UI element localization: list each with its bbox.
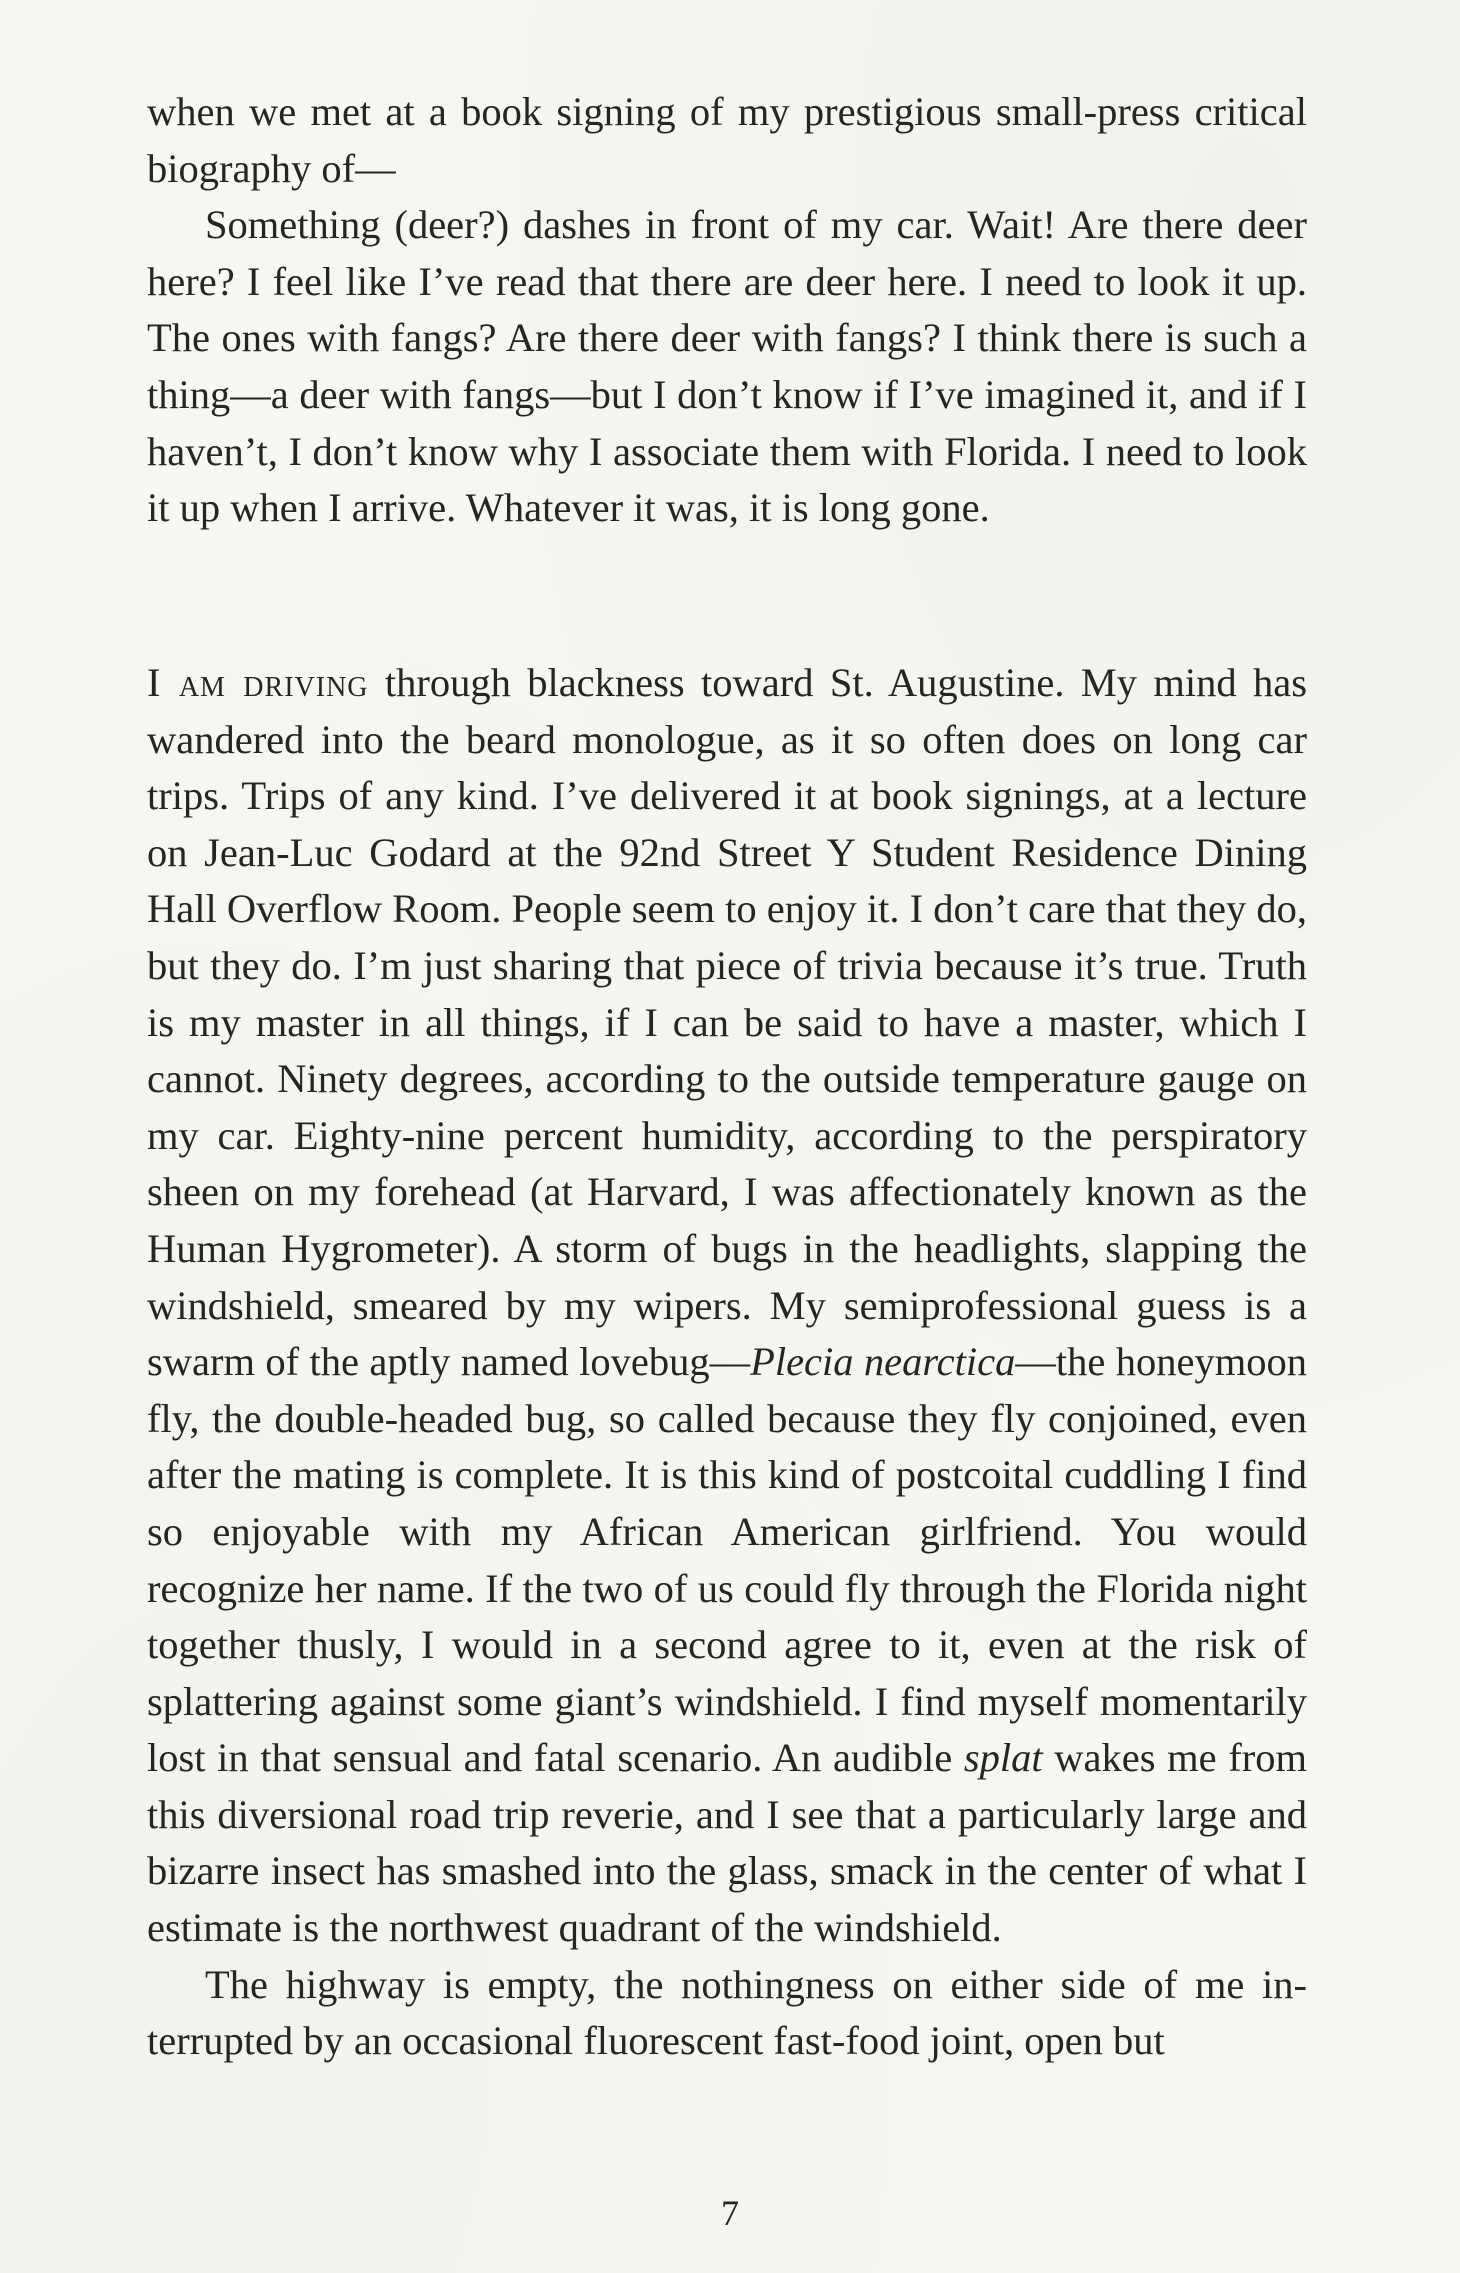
paragraph-driving-part2: —the honeymoon fly, the double-headed bug, so called because they fly conjoined, even after the mating is complete. It is this kind of postcoital cuddling I find so enjoyable with my African American girlfriend. You would recognize her name. If the two of us could fly through the Florida night together thusly, I would in a second agree to it, even at the risk of splattering against some giant’s windshield. I find myself momentarily lost in that sensual and fatal scenario. An audible [147, 1339, 1307, 1781]
page-number: 7 [721, 2193, 739, 2233]
splat-word: splat [963, 1735, 1043, 1781]
species-name: Plecia nearctica [750, 1339, 1016, 1385]
paragraph-deer: Something (deer?) dashes in front of my car. Wait! Are there deer here? I feel like I’ve read that there are deer here. I need to look it up. The ones with fangs? Are there deer with fangs? I think there is such a thing—a deer with fangs—but I don’t know if I’ve imagined it, and if I haven’t, I don’t know why I associate them with Florida. I need to look it up when I arrive. Whatever it was, it is long gone. [147, 202, 1307, 531]
paragraph-driving-part1: through blackness toward St. Augustine. My mind has wandered into the beard monologue, as it so often does on long car trips. Trips of any kind. I’ve delivered it at book signings, at a lecture on Jean-Luc Godard at the 92nd Street Y Student Residence Dining Hall Overflow Room. People seem to enjoy it. I don’t care that they do, but they do. I’m just sharing that piece of trivia because it’s true. Truth is my master in all things, if I can be said to have a master, which I cannot. Ninety degrees, according to the outside temperature gauge on my car. Eighty-nine percent humidity, according to the perspiratory sheen on my forehead (at Harvard, I was affectionately known as the Human Hygrometer). A storm of bugs in the headlights, slapping the windshield, smeared by my wipers. My semiprofessional guess is a swarm of the aptly named lovebug— [147, 660, 1308, 1385]
paragraph-driving [147, 655, 1307, 1957]
paragraph-highway: The highway is empty, the nothingness on either side of me interrupted by an occasional fluorescent fast-food joint, open but [147, 1961, 1307, 2064]
paragraph-continued: when we met at a book signing of my prestigious small-press critical biography of— [147, 89, 1307, 191]
section-one [147, 84, 1307, 537]
section-lead-in: I am driving [147, 660, 369, 705]
paragraph-driving-part3: wakes me from this diversional road trip reverie, and I see that a particularly large and bizarre insect has smashed into the glass, smack in the center of what I estimate is the northwest quadrant of the windshield. [147, 1735, 1307, 1951]
section-two [147, 655, 1307, 2070]
